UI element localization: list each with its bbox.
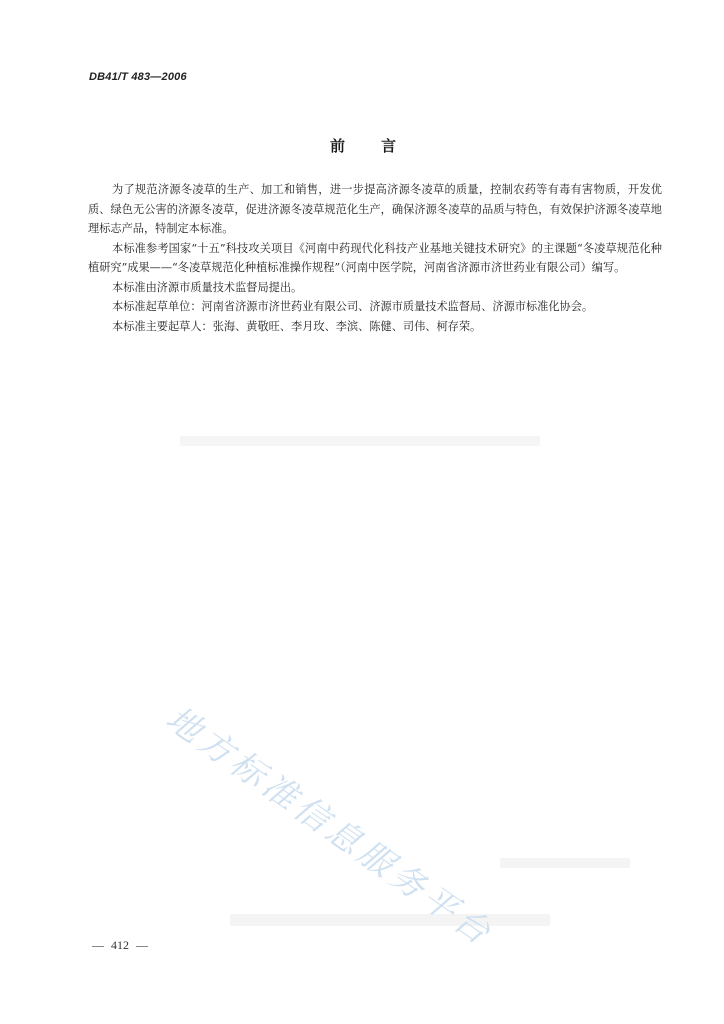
paragraph-drafters: 本标准主要起草人：张海、黄敬旺、李月玫、李滨、陈健、司伟、柯存荣。: [112, 319, 482, 333]
paragraph-reference: 本标准参考国家“十五”科技攻关项目《河南中药现代化科技产业基地关键技术研究》的主课题“冬凌草规范化种植研究”成果——“冬凌草规范化种植标准操作规程”（河南中医学院，河南省济源市济世药业有限公司）编写。: [88, 241, 662, 274]
paragraph-drafting-units: 本标准起草单位：河南省济源市济世药业有限公司、济源市质量技术监督局、济源市标准化协会。: [112, 300, 594, 313]
paragraph-proposer: 本标准由济源市质量技术监督局提出。: [112, 280, 303, 294]
scan-smudge: [500, 858, 630, 868]
standard-number: DB41/T 483—2006: [89, 71, 187, 83]
title-char-yan: 言: [381, 137, 397, 155]
page-title: [330, 135, 396, 156]
page-number: — 412 —: [92, 938, 148, 952]
watermark: 地方标准信息服务平台: [158, 698, 501, 956]
title-char-qian: 前: [330, 137, 346, 155]
scan-smudge: [180, 436, 540, 446]
paragraph-purpose: 为了规范济源冬凌草的生产、加工和销售，进一步提高济源冬凌草的质量，控制农药等有毒有害物质，开发优质、绿色无公害的济源冬凌草，促进济源冬凌草规范化生产，确保济源冬凌草的品质与特色，有效保护济源冬凌草地理标志产品，特制定本标准。: [88, 183, 662, 235]
foreword-body: [88, 180, 662, 336]
